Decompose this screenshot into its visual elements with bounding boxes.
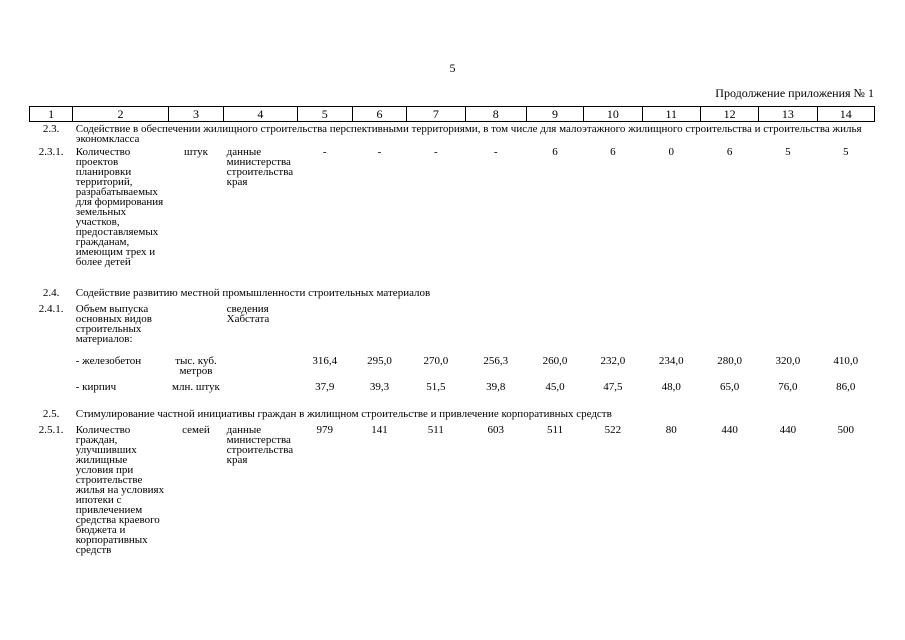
table-row xyxy=(30,144,875,283)
value-cell: 280,0 xyxy=(717,355,742,367)
value-cell: - xyxy=(377,146,382,158)
source: сведения Хабстата xyxy=(226,303,270,325)
table-row xyxy=(30,356,875,382)
section-title: Содействие развитию местной промышленности строительных материалов xyxy=(75,287,431,299)
value-cell: 234,0 xyxy=(658,355,684,367)
value-cell: 39,8 xyxy=(486,381,506,393)
section-number: 2.4. xyxy=(42,287,60,299)
value-cell: 45,0 xyxy=(545,381,565,393)
source: данные министерства строительства края xyxy=(226,146,294,188)
value-cell: 511 xyxy=(546,424,564,436)
source: данные министерства строительства края xyxy=(226,424,294,466)
value-cell: 48,0 xyxy=(661,381,681,393)
value-cell: - xyxy=(322,146,327,158)
header-cell: 8 xyxy=(465,107,526,122)
section-title: Содействие в обеспечении жилищного строительства перспективными территориями, в том числе для малоэтажного жилищного строительства и строительства жилья экономкласса xyxy=(75,123,862,145)
value-cell: 440 xyxy=(721,424,738,436)
empty-values xyxy=(297,298,874,356)
indicators-table xyxy=(29,106,875,555)
header-cell: 9 xyxy=(526,107,583,122)
value-cell: 51,5 xyxy=(426,381,446,393)
header-cell: 11 xyxy=(642,107,700,122)
header-cell: 10 xyxy=(584,107,642,122)
row-number: 2.3.1. xyxy=(38,146,64,158)
row-number xyxy=(30,382,73,407)
header-cell: 1 xyxy=(30,107,73,122)
value-cell: 5 xyxy=(785,146,791,158)
section-number: 2.3. xyxy=(42,123,60,135)
table-row xyxy=(30,382,875,407)
section-number: 2.5. xyxy=(42,408,60,420)
value-cell: 270,0 xyxy=(423,355,449,367)
value-cell: 256,3 xyxy=(483,355,509,367)
value-cell: 522 xyxy=(604,424,622,436)
value-cell: 320,0 xyxy=(775,355,801,367)
value-cell: 979 xyxy=(316,424,333,436)
indicator-name: Количество проектов планировки территорий, разрабатываемых для формирования земельных участков, предоставляемых гражданам, имеющим трех и более детей xyxy=(75,146,164,268)
value-cell: 65,0 xyxy=(719,381,740,393)
value-cell: 80 xyxy=(665,424,677,436)
value-cell: 511 xyxy=(427,424,444,436)
indicator-name: Количество граждан, улучшивших жилищные условия при строительстве жилья на условиях ипотеки с привлечением средства краевого бюджета и корпоративных средств xyxy=(75,424,165,556)
value-cell: - xyxy=(434,146,438,158)
row-number xyxy=(30,356,73,382)
value-cell: 440 xyxy=(779,424,797,436)
header-cell: 3 xyxy=(168,107,223,122)
value-cell: 410,0 xyxy=(833,355,859,367)
header-cell: 5 xyxy=(297,107,352,122)
value-cell: 5 xyxy=(843,146,849,158)
unit: штук xyxy=(183,146,208,158)
source xyxy=(224,356,297,382)
value-cell: 37,9 xyxy=(315,381,335,393)
value-cell: 295,0 xyxy=(367,355,392,367)
header-row xyxy=(30,107,875,122)
header-cell: 6 xyxy=(352,107,406,122)
section-row xyxy=(30,407,875,419)
unit: млн. штук xyxy=(172,381,220,393)
value-cell: 141 xyxy=(371,424,388,436)
value-cell: 603 xyxy=(487,424,504,436)
header-cell: 14 xyxy=(817,107,874,122)
value-cell: 86,0 xyxy=(836,381,856,393)
unit: семей xyxy=(182,424,210,436)
table-row xyxy=(30,419,875,555)
indicator-name: - кирпич xyxy=(75,381,117,393)
value-cell: 500 xyxy=(837,424,855,436)
value-cell: 260,0 xyxy=(542,355,568,367)
page-number: 5 xyxy=(449,61,456,75)
value-cell: 6 xyxy=(610,146,616,158)
table-row xyxy=(30,298,875,356)
header-cell: 13 xyxy=(759,107,817,122)
header-cell: 4 xyxy=(224,107,297,122)
unit: тыс. куб. метров xyxy=(175,355,217,377)
value-cell: 232,0 xyxy=(600,355,626,367)
source xyxy=(224,382,297,407)
row-number: 2.5.1. xyxy=(38,424,64,436)
header-cell: 7 xyxy=(407,107,465,122)
section-row xyxy=(30,122,875,145)
value-cell: 6 xyxy=(726,146,733,158)
continuation-label: Продолжение приложения № 1 xyxy=(715,86,874,100)
section-row xyxy=(30,283,875,298)
value-cell: 76,0 xyxy=(778,381,798,393)
value-cell: 0 xyxy=(668,146,674,158)
value-cell: - xyxy=(493,146,498,158)
value-cell: 39,3 xyxy=(369,381,390,393)
header-cell: 12 xyxy=(700,107,758,122)
value-cell: 6 xyxy=(552,146,558,158)
indicator-name: - железобетон xyxy=(75,355,142,367)
header-cell: 2 xyxy=(73,107,169,122)
indicator-name: Объем выпуска основных видов строительных материалов: xyxy=(75,303,152,345)
section-title: Стимулирование частной инициативы граждан в жилищном строительстве и привлечение корпоративных средств xyxy=(75,408,612,420)
row-number: 2.4.1. xyxy=(38,303,64,315)
value-cell: 316,4 xyxy=(312,355,338,367)
unit xyxy=(168,298,223,356)
value-cell: 47,5 xyxy=(603,381,623,393)
